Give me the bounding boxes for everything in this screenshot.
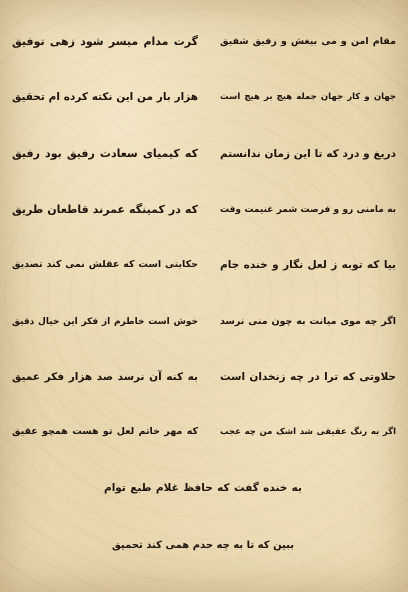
couplet-row xyxy=(0,193,408,227)
couplet-row xyxy=(0,305,408,339)
hemistich-right: مقام امن و می بیغش و رفیق شفیق xyxy=(220,36,396,47)
hemistich-right: بیا که توبه ز لعل نگار و خنده جام xyxy=(220,259,396,271)
hemistich-right: دریغ و درد که تا این زمان ندانستم xyxy=(220,148,396,160)
couplet-row xyxy=(0,360,408,394)
closing-line: ببین که تا به چه حدم همی کند تحمیق xyxy=(112,540,294,551)
couplet-row xyxy=(0,137,408,171)
hemistich-right: اگر به رنگ عقیقی شد اشک من چه عجب xyxy=(220,427,396,437)
hemistich-left: خوش است خاطرم از فکر این خیال دقیق xyxy=(12,317,198,327)
hemistich-left: که در کمینگه عمرند قاطعان طریق xyxy=(12,203,198,216)
closing-line: به خنده گفت که حافظ غلام طبع توام xyxy=(104,482,302,494)
couplet-row xyxy=(0,80,408,114)
hemistich-left: گرت مدام میسر شود زهی توفیق xyxy=(12,35,198,48)
hemistich-right: جهان و کار جهان جمله هیچ بر هیچ است xyxy=(220,92,396,102)
hemistich-left: که مهر خاتم لعل تو هست همچو عقیق xyxy=(12,426,198,437)
couplet-row xyxy=(0,415,408,449)
hemistich-right: حلاوتی که ترا در چه زنخدان است xyxy=(220,371,396,383)
couplet-row xyxy=(0,248,408,282)
hemistich-right: به مامنی رو و فرصت شمر غنیمت وقت xyxy=(220,205,396,215)
couplet-row xyxy=(0,25,408,59)
hemistich-left: به کنه آن نرسد صد هزار فکر عمیق xyxy=(12,371,198,383)
hemistich-left: که کیمیای سعادت رفیق بود رفیق xyxy=(12,147,198,160)
hemistich-left: هزار بار من این نکته کرده ام تحقیق xyxy=(12,91,198,103)
hemistich-left: حکایتی است که عقلش نمی کند تصدیق xyxy=(12,259,198,270)
hemistich-right: اگر چه موی میانت به چون منی نرسد xyxy=(220,316,396,327)
